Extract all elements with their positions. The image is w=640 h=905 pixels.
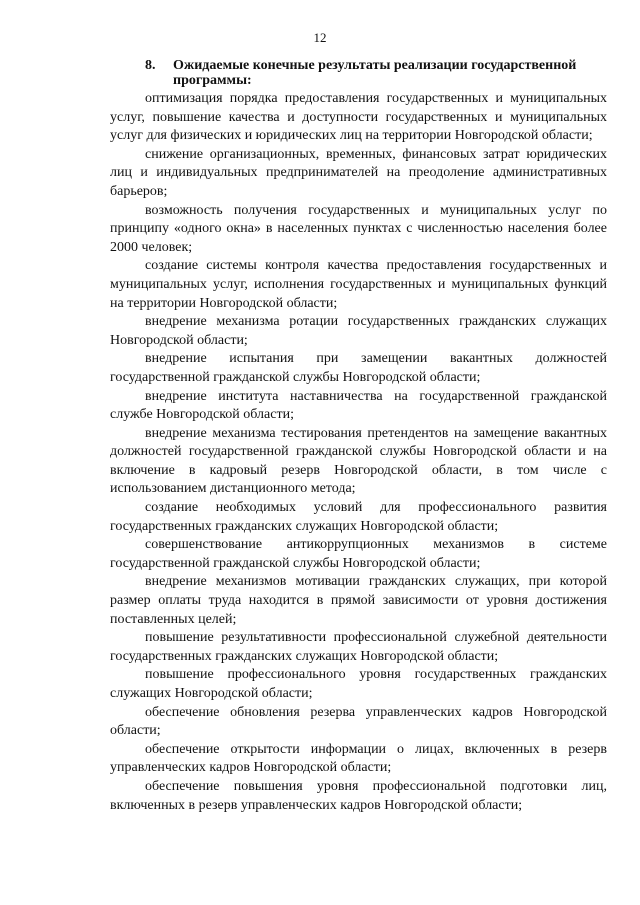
paragraph: обеспечение открытости информации о лицах, включенных в резерв управленческих кадров Новгородской области; — [110, 741, 607, 776]
paragraph: внедрение испытания при замещении вакантных должностей государственной гражданской службы Новгородской области; — [110, 351, 607, 385]
paragraph: создание необходимых условий для профессионального развития государственных гражданских служащих Новгородской области; — [110, 500, 607, 534]
section-title: Ожидаемые конечные результаты реализации государственной программы: — [173, 58, 577, 88]
paragraph: внедрение института наставничества на государственной гражданской службе Новгородской области; — [110, 388, 607, 423]
document-body — [110, 58, 607, 815]
paragraph: внедрение механизма ротации государственных гражданских служащих Новгородской области; — [110, 314, 607, 348]
paragraph: возможность получения государственных и муниципальных услуг по принципу «одного окна» в населенных пунктах с численностью населения более 2000 человек; — [110, 202, 607, 255]
paragraph: снижение организационных, временных, финансовых затрат юридических лиц и индивидуальных предпринимателей на преодоление административных барьеров; — [110, 146, 607, 199]
section-heading — [110, 58, 607, 88]
paragraph: повышение результативности профессиональной служебной деятельности государственных гражданских служащих Новгородской области; — [110, 630, 607, 664]
paragraph: обеспечение обновления резерва управленческих кадров Новгородской области; — [110, 704, 607, 739]
paragraph: обеспечение повышения уровня профессиональной подготовки лиц, включенных в резерв управленческих кадров Новгородской области; — [110, 778, 607, 813]
paragraph: совершенствование антикоррупционных механизмов в системе государственной гражданской службы Новгородской области; — [110, 537, 607, 571]
paragraph: внедрение механизмов мотивации гражданских служащих, при которой размер оплаты труда находится в прямой зависимости от уровня достижения поставленных целей; — [110, 574, 607, 627]
paragraph: создание системы контроля качества предоставления государственных и муниципальных услуг, исполнения государственных и муниципальных функций на территории Новгородской области; — [110, 258, 607, 311]
paragraph: внедрение механизма тестирования претендентов на замещение вакантных должностей государственной гражданской службы Новгородской области и на включение в кадровый резерв Новгородской области, в том числе с использованием дистанционного метода; — [110, 425, 607, 497]
paragraph: повышение профессионального уровня государственных гражданских служащих Новгородской области; — [110, 667, 607, 701]
paragraph: оптимизация порядка предоставления государственных и муниципальных услуг, повышение качества и доступности государственных и муниципальных услуг для физических и юридических лиц на территории Новгородской области; — [110, 91, 607, 144]
section-number: 8. — [145, 58, 156, 73]
page-number: 12 — [313, 30, 327, 45]
